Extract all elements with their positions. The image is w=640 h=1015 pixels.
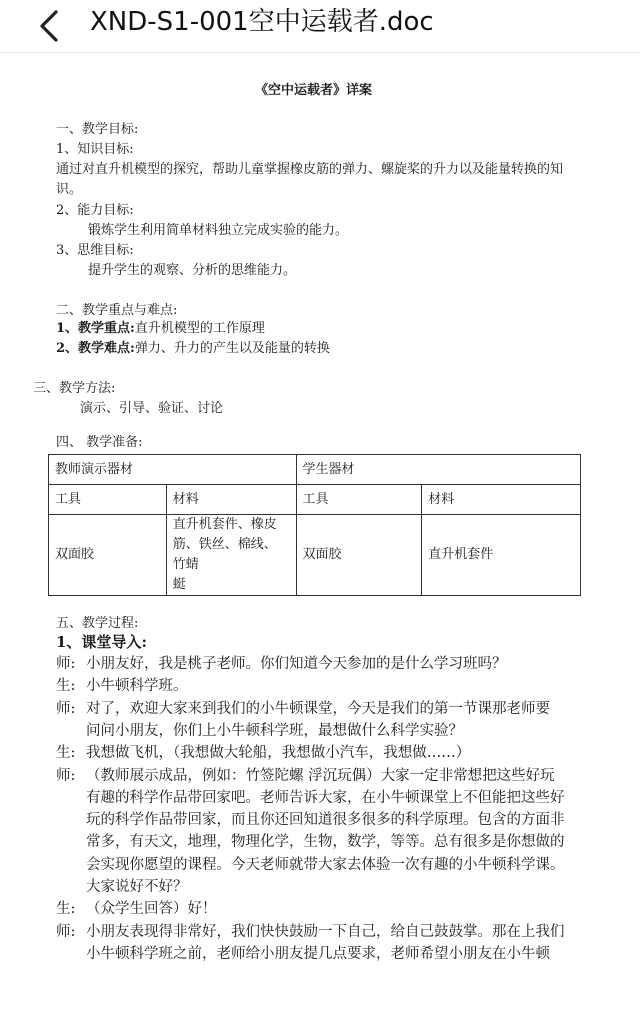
- dialogue-speaker: 师:: [56, 656, 76, 672]
- difficulty-row: [56, 340, 330, 358]
- material-line: 蜓: [172, 577, 186, 592]
- key-point-text: 直升机模型的工作原理: [134, 321, 265, 336]
- teaching-methods-text: 演示、引导、验证、讨论: [80, 401, 224, 416]
- knowledge-goal-text: 通过对直升机模型的探究，帮助儿童掌握橡皮筋的弹力、螺旋桨的升力以及能量转换的知: [56, 162, 564, 177]
- teacher-material-cell: [166, 515, 296, 596]
- section-1-heading: 一、教学目标:: [56, 122, 139, 137]
- material-line: 筋、铁丝、棉线、竹蜻: [172, 537, 277, 572]
- dialogue-line: （教师展示成品，例如：竹签陀螺 浮沉玩偶）大家一定非常想把这些好玩: [86, 767, 555, 784]
- col-material: 材料: [422, 485, 581, 515]
- section-4-heading: 四、 教学准备:: [56, 435, 143, 450]
- teacher-tool-cell: 双面胶: [49, 515, 167, 596]
- back-arrow-icon: [30, 4, 74, 48]
- teacher-equipment-header: 教师演示器材: [49, 455, 297, 485]
- thinking-goal-label: 3、思维目标:: [56, 243, 134, 258]
- dialogue-line: 常多，有天文，地理，物理化学，生物，数学，等等。总有很多是你想做的: [86, 834, 565, 851]
- dialogue-line: 小牛顿科学班。: [86, 678, 188, 695]
- table-row: [49, 455, 581, 485]
- key-point-label: 1、教学重点:: [56, 321, 135, 336]
- knowledge-goal-label: 1、知识目标:: [56, 142, 134, 157]
- ability-goal-text: 锻炼学生利用简单材料独立完成实验的能力。: [88, 223, 349, 238]
- student-equipment-header: 学生器材: [296, 455, 580, 485]
- dialogue-line: 大家说好不好？: [86, 879, 188, 895]
- dialogue-line: 小朋友表现得非常好，我们快快鼓励一下自己，给自己鼓鼓掌。那在上我们: [86, 923, 565, 940]
- difficulty-label: 2、教学难点:: [56, 341, 135, 356]
- dialogue-line: （众学生回答）好！: [86, 901, 217, 918]
- dialogue-line: 小牛顿科学班之前，老师给小朋友提几点要求，老师希望小朋友在小牛顿: [86, 945, 550, 962]
- key-point-row: [56, 320, 265, 338]
- materials-table: [48, 454, 581, 596]
- student-material-cell: 直升机套件: [422, 515, 581, 596]
- table-row: [49, 485, 581, 515]
- knowledge-goal-text-cont: 识。: [56, 182, 83, 197]
- document-title: 《空中运载者》详案: [255, 83, 373, 98]
- dialogue-speaker: 生:: [56, 745, 76, 762]
- dialogue-line: 我想做飞机，（我想做大轮船，我想做小汽车，我想做……）: [86, 745, 471, 762]
- top-bar: [0, 0, 640, 53]
- difficulty-text: 弹力、升力的产生以及能量的转换: [134, 341, 330, 356]
- material-line: 直升机套件、橡皮: [172, 517, 277, 532]
- document-page: [0, 52, 640, 1015]
- dialogue-speaker: 师:: [56, 700, 76, 717]
- dialogue-line: 会实现你愿望的课程。今天老师就带大家去体验一次有趣的小牛顿科学课。: [86, 856, 565, 873]
- col-tool: 工具: [296, 485, 422, 515]
- col-material: 材料: [166, 485, 296, 515]
- dialogue-line: 玩的科学作品带回家，而且你还回知道很多很多的科学原理。包含的方面非: [86, 812, 565, 829]
- student-tool-cell: 双面胶: [296, 515, 422, 596]
- col-tool: 工具: [49, 485, 167, 515]
- thinking-goal-text: 提升学生的观察、分析的思维能力。: [88, 263, 297, 278]
- dialogue-line: 小朋友好，我是桃子老师。你们知道今天参加的是什么学习班吗？: [86, 656, 507, 672]
- section-2-heading: 二、教学重点与难点:: [56, 303, 178, 318]
- dialogue-line: 对了，欢迎大家来到我们的小牛顿课堂，今天是我们的第一节课那老师要: [86, 700, 550, 717]
- dialogue-speaker: 师:: [56, 923, 76, 940]
- dialogue-line: 问问小朋友，你们上小牛顿科学班，最想做什么科学实验？: [86, 722, 463, 739]
- table-row: [49, 515, 581, 596]
- dialogue-speaker: 生:: [56, 901, 76, 918]
- section-5-heading: 五、教学过程:: [56, 616, 139, 631]
- document-filename: XND-S1-001空中运载者.doc: [90, 7, 434, 37]
- section-3-heading: 三、教学方法:: [33, 381, 116, 396]
- ability-goal-label: 2、能力目标:: [56, 203, 134, 218]
- dialogue-speaker: 师:: [56, 767, 76, 784]
- dialogue-line: 有趣的科学作品带回家吧。老师告诉大家，在小牛顿课堂上不但能把这些好: [86, 789, 565, 806]
- dialogue-speaker: 生:: [56, 678, 76, 695]
- lesson-intro-heading: 1、课堂导入:: [56, 633, 147, 651]
- back-button[interactable]: [30, 4, 74, 48]
